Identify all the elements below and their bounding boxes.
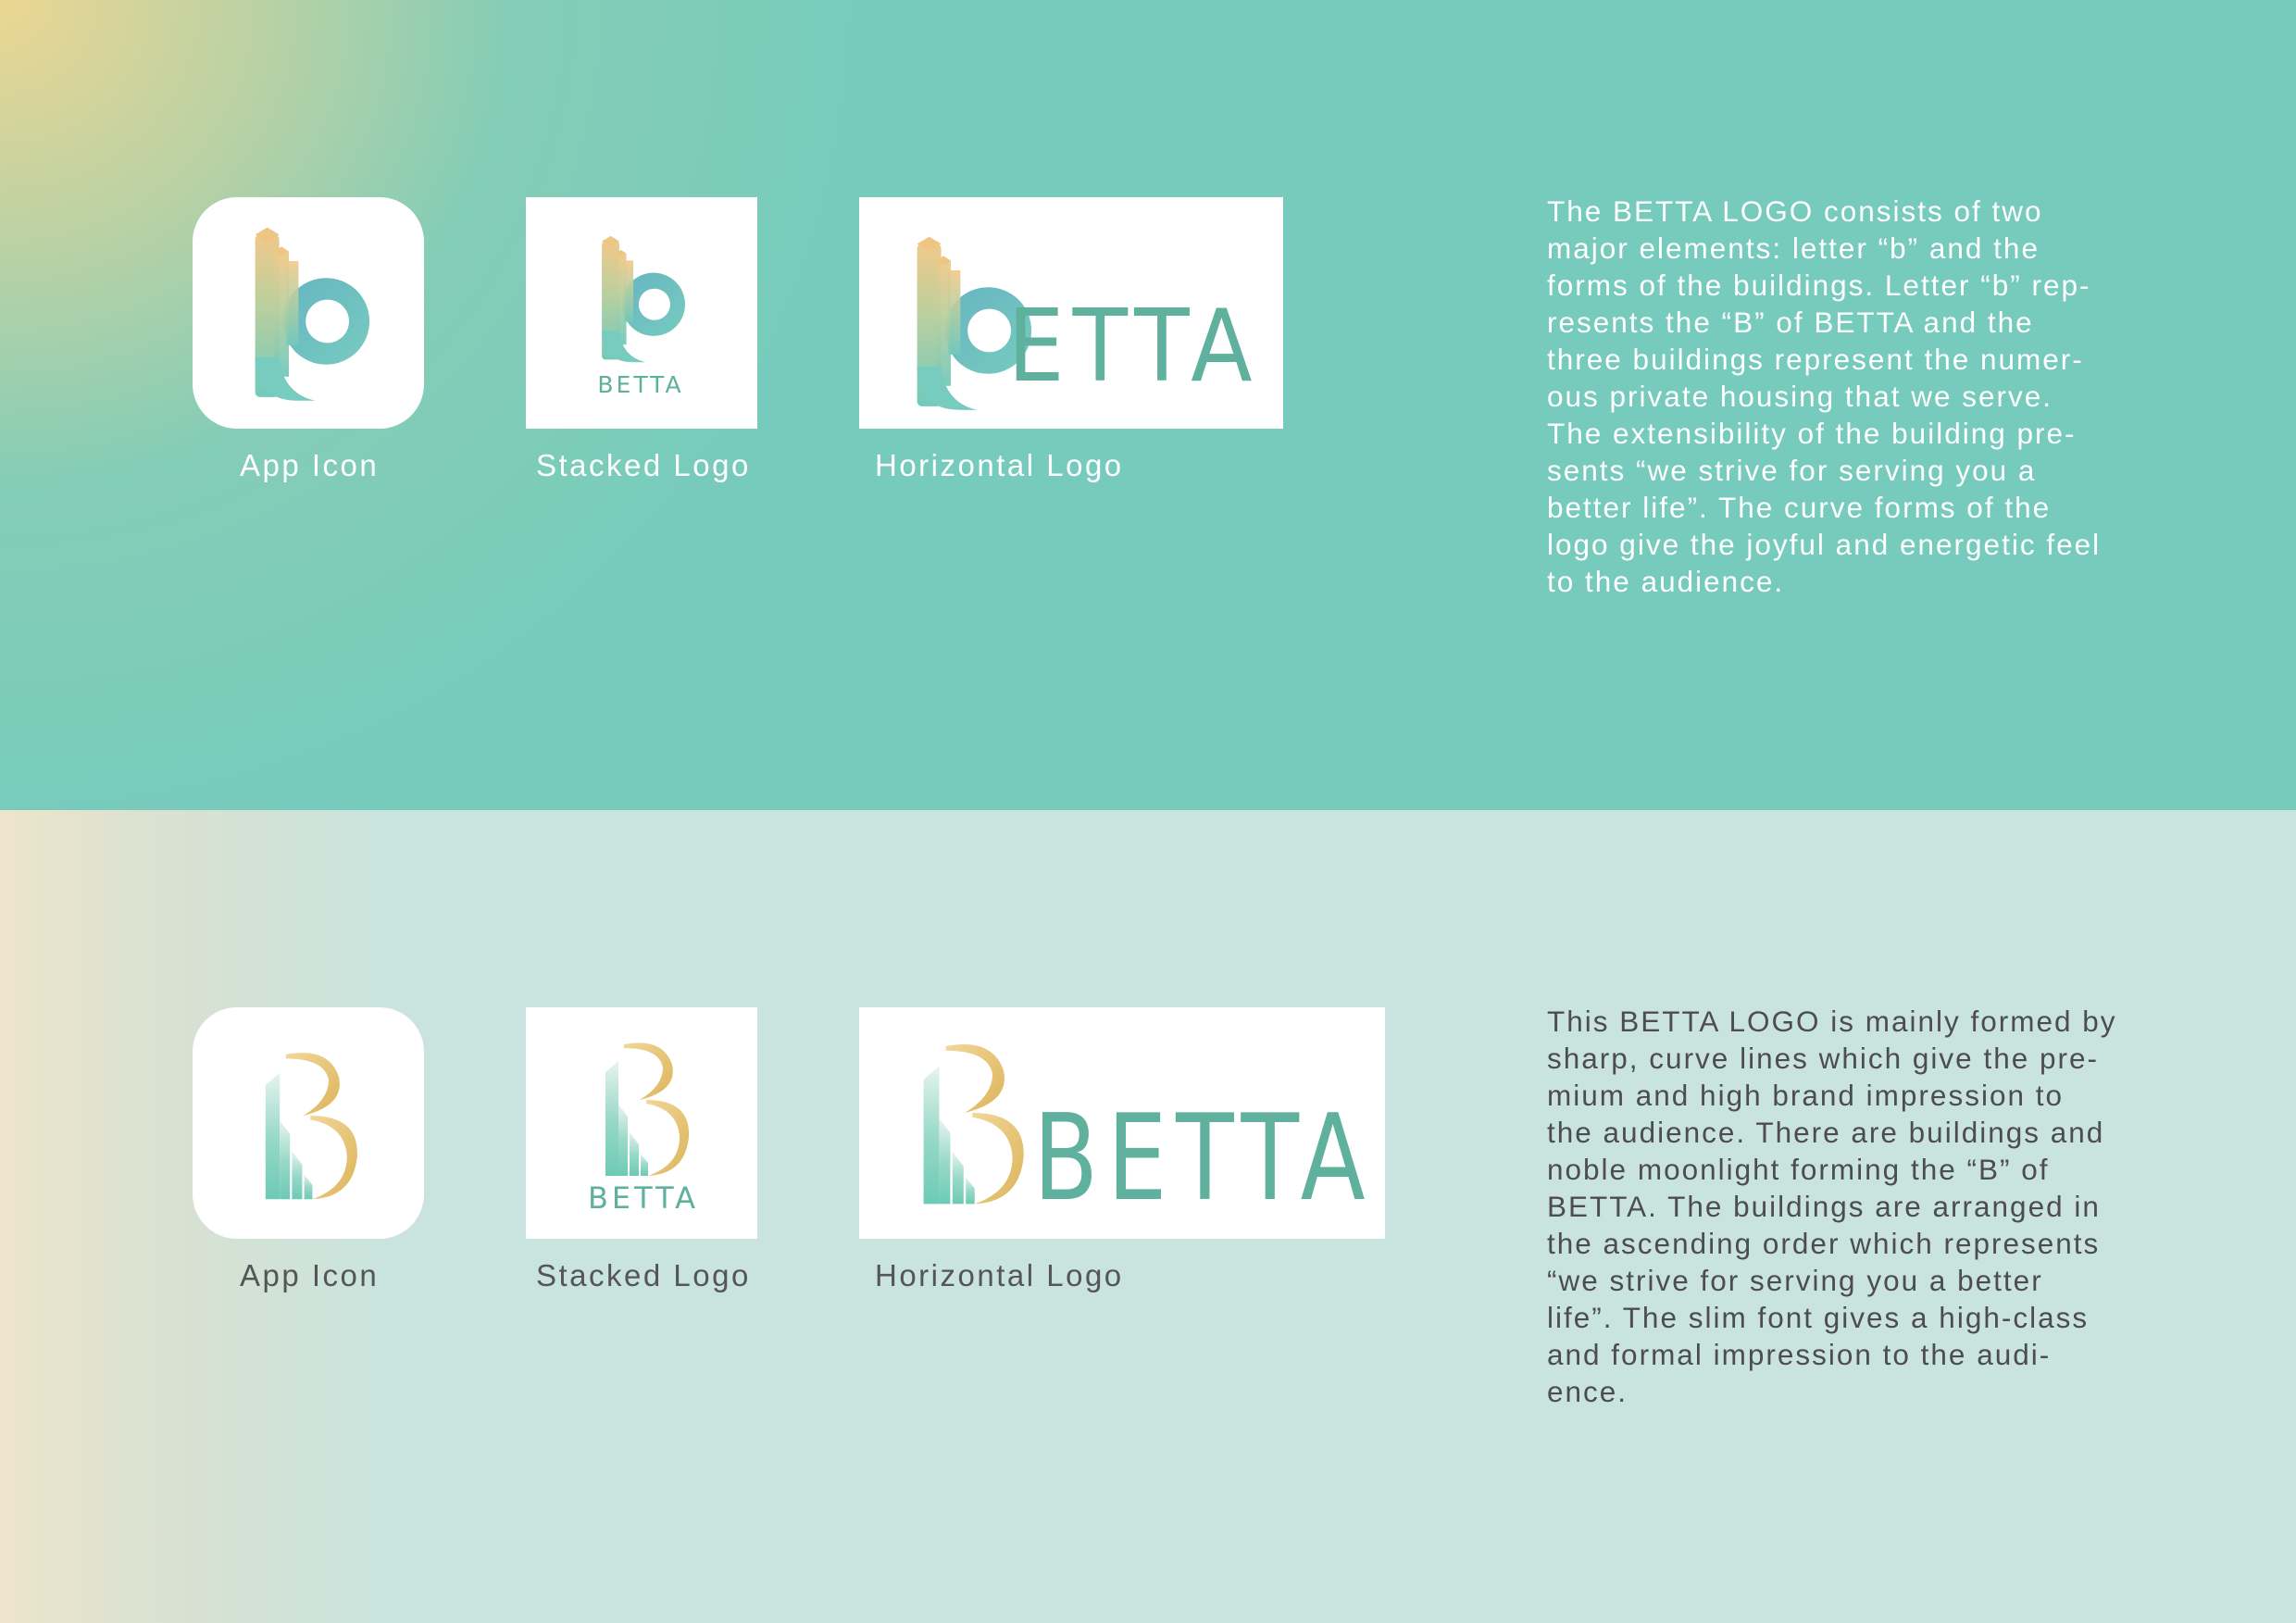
horizontal-logo-tile: [859, 1007, 1385, 1239]
app-icon-label: App Icon: [240, 448, 380, 482]
stacked-wordmark: BETTA: [597, 371, 684, 398]
logo-description: This BETTA LOGO is mainly formed by sharp, curve lines which give the pre- mium and high brand impression to the audience. There are buildings and noble moonlight forming the “B” of BETTA. The buildings are arranged in the ascending order which represents “we strive for serving you a better life”. The slim font gives a high-class and formal impression to the audi- ence.: [1547, 1005, 2117, 1408]
moon-building-logo-icon: [526, 1007, 757, 1239]
app-icon-tile: [193, 1007, 424, 1239]
stacked-logo-tile: [526, 1007, 757, 1239]
b-building-logo-icon: [526, 197, 757, 429]
stacked-logo-tile: [526, 197, 757, 429]
stacked-wordmark: BETTA: [587, 1180, 700, 1216]
horizontal-logo-label: Horizontal Logo: [875, 448, 1124, 482]
b-building-logo-icon: [193, 197, 424, 429]
logo-description: The BETTA LOGO consists of two major elements: letter “b” and the forms of the buildings. Letter “b” rep- resents the “B” of BETTA and the three buildings represent the numer- ous private housing that we serve. The extensibility of the building pre- sents “we strive for serving you a better life”. The curve forms of the logo give the joyful and energetic feel to the audience.: [1547, 194, 2102, 598]
moon-building-logo-icon: [193, 1007, 424, 1239]
b-building-logo-icon: [859, 197, 1283, 429]
stacked-logo-label: Stacked Logo: [536, 448, 751, 482]
horizontal-logo-label: Horizontal Logo: [875, 1258, 1124, 1292]
app-icon-tile: [193, 197, 424, 429]
logo-version-2-panel: [0, 810, 2296, 1623]
horizontal-wordmark: BETTA: [1033, 1089, 1375, 1228]
horizontal-wordmark: ETTA: [1007, 289, 1261, 406]
app-icon-label: App Icon: [240, 1258, 380, 1292]
moon-building-logo-icon: [859, 1007, 1385, 1239]
stacked-logo-label: Stacked Logo: [536, 1258, 751, 1292]
logo-version-1-panel: [0, 0, 2296, 810]
horizontal-logo-tile: [859, 197, 1283, 429]
